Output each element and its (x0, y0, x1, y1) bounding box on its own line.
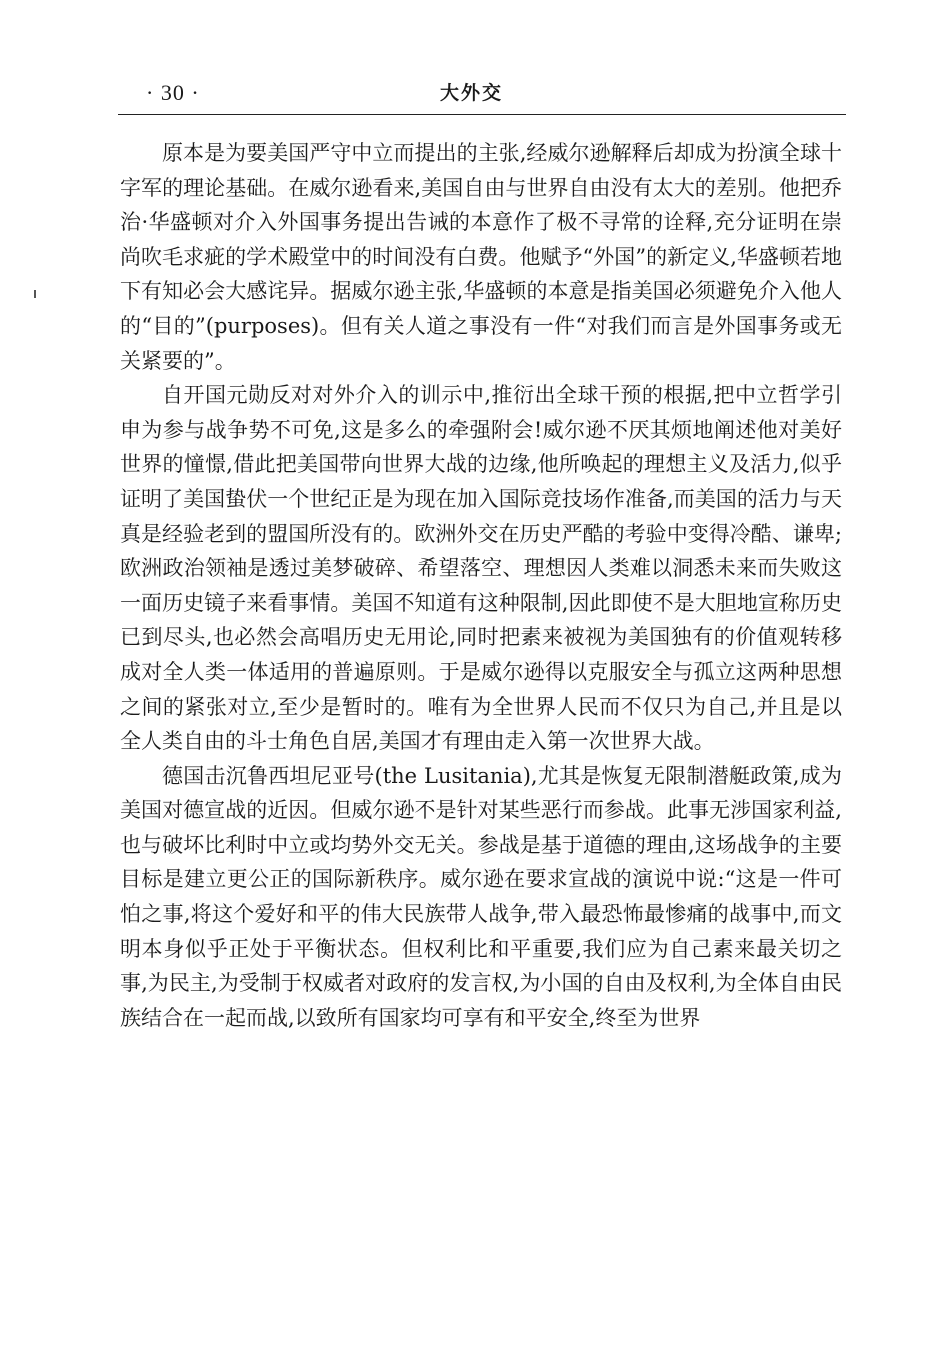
header-rule (118, 114, 846, 115)
running-title: 大外交 (440, 82, 504, 104)
paragraph-2: 自开国元勋反对对外介入的训示中,推衍出全球干预的根据,把中立哲学引申为参与战争势不可免,这是多么的牵强附会!威尔逊不厌其烦地阐述他对美好世界的憧憬,借此把美国带向世界大战的边缘,他所唤起的理想主义及活力,似乎证明了美国蛰伏一个世纪正是为现在加入国际竞技场作准备,而美国的活力与天真是经验老到的盟国所没有的。欧洲外交在历史严酷的考验中变得冷酷、谦卑;欧洲政治领袖是透过美梦破碎、希望落空、理想因人类难以洞悉未来而失败这一面历史镜子来看事情。美国不知道有这种限制,因此即使不是大胆地宣称历史已到尽头,也必然会高唱历史无用论,同时把素来被视为美国独有的价值观转移成对全人类一体适用的普遍原则。于是威尔逊得以克服安全与孤立这两种思想之间的紧张对立,至少是暂时的。唯有为全世界人民而不仅只为自己,并且是以全人类自由的斗士角色自居,美国才有理由走入第一次世界大战。 (120, 383, 842, 754)
margin-mark (34, 290, 36, 298)
page-header (118, 78, 846, 112)
paragraph-3: 德国击沉鲁西坦尼亚号(the Lusitania),尤其是恢复无限制潜艇政策,成为美国对德宣战的近因。但威尔逊不是针对某些恶行而参战。此事无涉国家利益,也与破坏比利时中立或均势外交无关。参战是基于道德的理由,这场战争的主要目标是建立更公正的国际新秩序。威尔逊在要求宣战的演说中说:“这是一件可怕之事,将这个爱好和平的伟大民族带人战争,带入最恐怖最惨痛的战事中,而文明本身似乎正处于平衡状态。但权利比和平重要,我们应为自己素来最关切之事,为民主,为受制于权威者对政府的发言权,为小国的自由及权利,为全体自由民族结合在一起而战,以致所有国家均可享有和平安全,终至为世界 (120, 763, 842, 1030)
page-number: · 30 · (146, 80, 200, 105)
body-text (120, 136, 842, 1035)
paragraph-1: 原本是为要美国严守中立而提出的主张,经威尔逊解释后却成为扮演全球十字军的理论基础。在威尔逊看来,美国自由与世界自由没有太大的差别。他把乔治·华盛顿对介入外国事务提出告诫的本意作了极不寻常的诠释,充分证明在崇尚吹毛求疵的学术殿堂中的时间没有白费。他赋予“外国”的新定义,华盛顿若地下有知必会大感诧异。据威尔逊主张,华盛顿的本意是指美国必须避免介入他人的“目的”(purposes)。但有关人道之事没有一件“对我们而言是外国事务或无关紧要的”。 (120, 141, 842, 373)
